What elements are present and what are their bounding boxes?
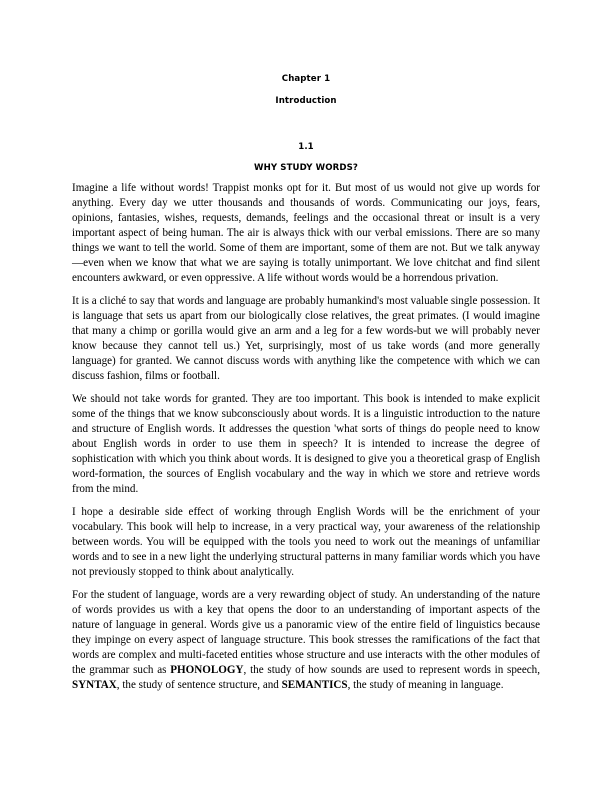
chapter-title: Introduction (275, 96, 337, 106)
paragraph: Imagine a life without words! Trappist monks opt for it. But most of us would not give up words for anything. Every day we utter thousands and thousands of words. Communicating our joys, fears, opinions, fantasies, wishes, requests, demands, feelings and the occasional threat or insult is a very important aspect of being human. The air is always thick with our verbal emissions. There are so many things we want to tell the world. Some of them are important, some of them are not. But we talk anyway—even when we know that what we are saying is totally unimportant. We love chitchat and find silent encounters awkward, or even oppressive. A life without words would be a horrendous privation. (72, 182, 540, 285)
chapter-label: Chapter 1 (281, 74, 331, 84)
term-phonology: PHONOLOGY (170, 663, 244, 676)
section-title: WHY STUDY WORDS? (254, 163, 358, 173)
paragraph-text: , the study of sentence structure, and (116, 678, 282, 691)
body-text (72, 181, 540, 700)
term-semantics: SEMANTICS (281, 678, 348, 691)
paragraph: We should not take words for granted. They are too important. This book is intended to make explicit some of the things that we know subconsciously about words. It is a linguistic introduction to the nature and structure of English words. It addresses the question 'what sorts of things do people need to know about English words in order to use them in speech? It is intended to increase the degree of sophistication with which you think about words. It is designed to give you a theoretical grasp of English word-formation, the sources of English vocabulary and the way in which we store and retrieve words from the mind. (72, 392, 540, 496)
term-syntax: SYNTAX (72, 678, 117, 691)
paragraph: I hope a desirable side effect of working through English Words will be the enrichment of your vocabulary. This book will help to increase, in a very practical way, your awareness of the relationship between words. You will be equipped with the tools you need to work out the meanings of unfamiliar words and to see in a new light the underlying structural patterns in many familiar words which you have not previously stopped to think about analytically. (72, 505, 540, 578)
section-number: 1.1 (298, 142, 314, 152)
paragraph-text: , the study of meaning in language. (347, 678, 504, 691)
paragraph (72, 588, 540, 693)
paragraph-text: For the student of language, words are a very rewarding object of study. An understanding of the nature of words provides us with a key that opens the door to an understanding of important aspects of the nature of language in general. Words give us a panoramic view of the entire field of linguistics because they impinge on every aspect of language structure. This book stresses the ramifications of the fact that words are complex and multi-faceted entities whose structure and use interacts with the other modules of the grammar such as (72, 588, 540, 676)
paragraph-text: , the study of how sounds are used to represent words in speech, (243, 663, 540, 676)
paragraph: It is a cliché to say that words and language are probably humankind's most valuable single possession. It is language that sets us apart from our biologically close relatives, the great primates. (I would imagine that many a chimp or gorilla would give an arm and a leg for a few words-but we will probably never know because they cannot tell us.) Yet, surprisingly, most of us take words (and more generally language) for granted. We cannot discuss words with anything like the competence with which we can discuss fashion, films or football. (72, 294, 540, 383)
